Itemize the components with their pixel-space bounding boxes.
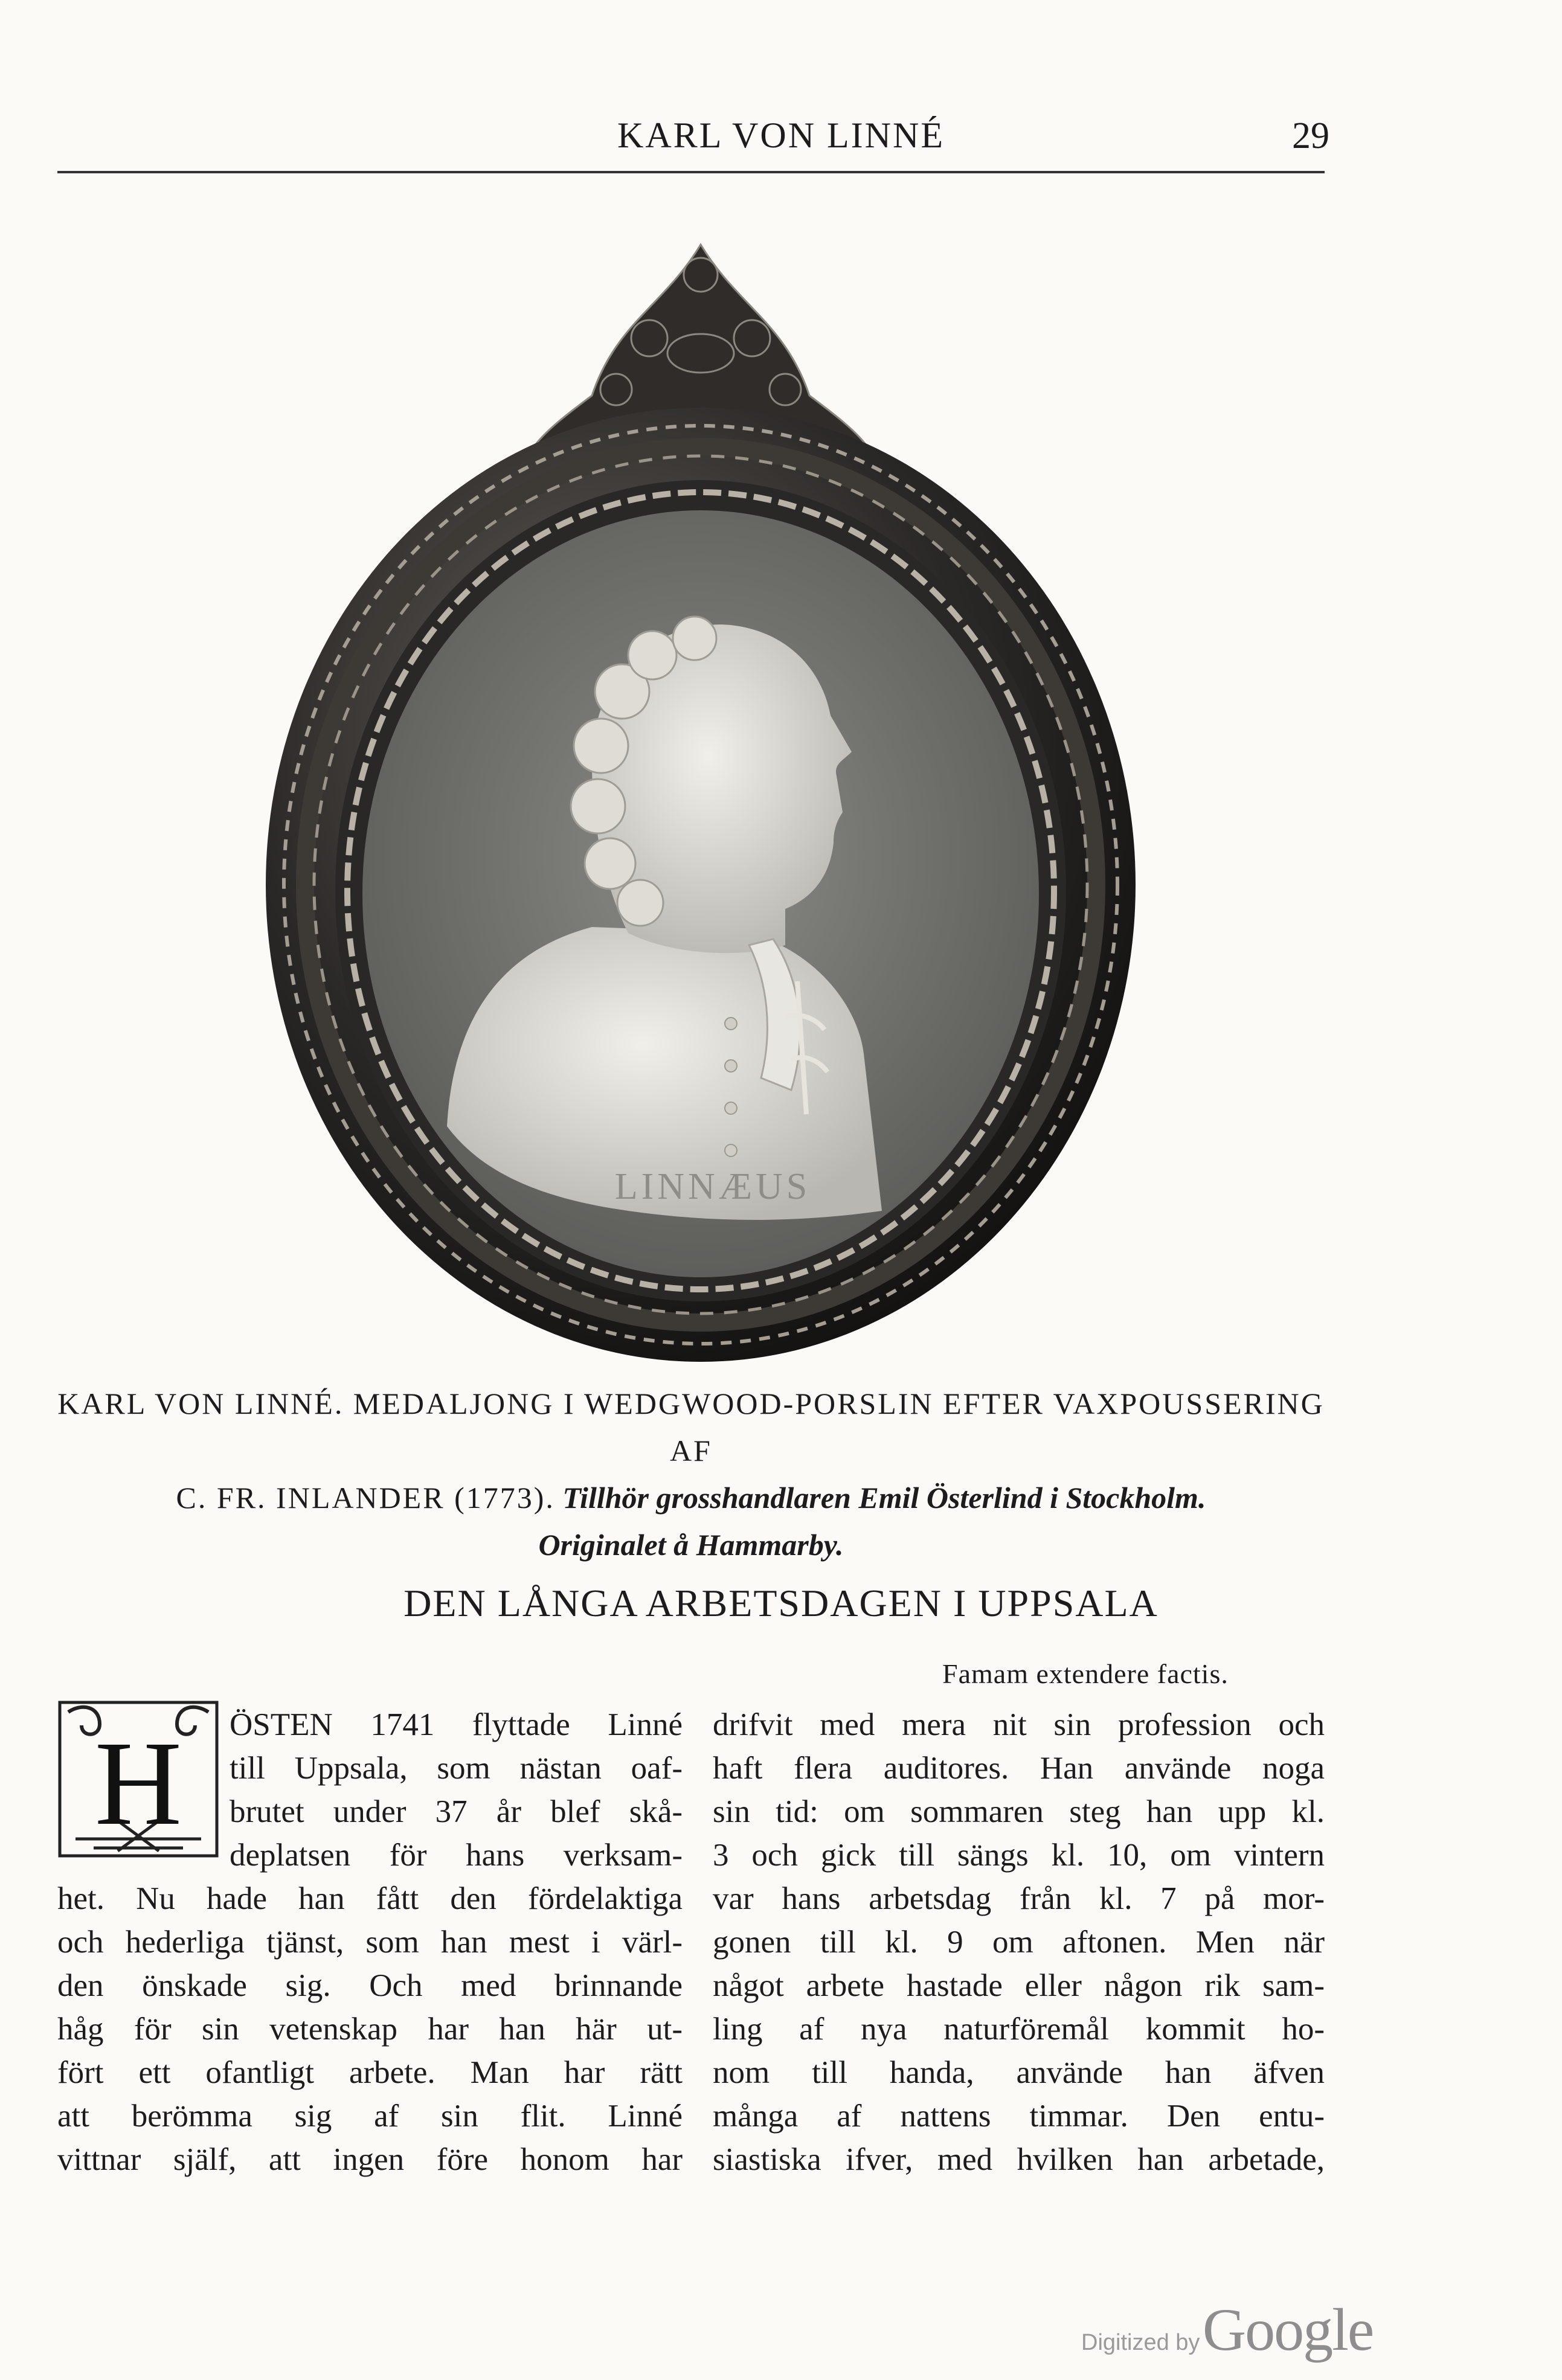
text-line: drifvit med mera nit sin profession och: [713, 1707, 1325, 1742]
figure-caption: [57, 1380, 1325, 1568]
text-line: och hederliga tjänst, som han mest i värl-: [57, 1925, 683, 1960]
text-line: siastiska ifver, med hvilken han arbetade,: [713, 2142, 1325, 2177]
watermark-prefix: Digitized by: [1081, 2330, 1200, 2355]
google-logo: Google: [1202, 2296, 1374, 2363]
medallion-portrait-image: [254, 233, 1148, 1368]
text-line: fört ett ofantligt arbete. Man har rätt: [57, 2055, 683, 2090]
drop-cap-letter: H: [94, 1717, 182, 1850]
text-line: deplatsen för hans verksam-: [230, 1838, 683, 1873]
text-line: 3 och gick till sängs kl. 10, om vintern: [713, 1838, 1325, 1873]
caption-line-3: Originalet å Hammarby.: [538, 1528, 844, 1562]
caption-owner: Tillhör grosshandlaren Emil Österlind i Stockholm.: [562, 1481, 1206, 1515]
text-line: var hans arbetsdag från kl. 7 på mor-: [713, 1881, 1325, 1916]
caption-line-2: [57, 1474, 1325, 1521]
text-line: ÖSTEN 1741 flyttade Linné: [230, 1707, 683, 1742]
text-line: ling af nya naturföremål kommit ho-: [713, 2012, 1325, 2047]
running-head: KARL VON LINNÉ: [617, 115, 945, 155]
text-line: brutet under 37 år blef skå-: [230, 1794, 683, 1829]
left-column: [57, 1703, 683, 2181]
text-line: många af nattens timmar. Den entu-: [713, 2099, 1325, 2134]
caption-credit: C. FR. INLANDER (1773).: [176, 1481, 555, 1515]
section-title: DEN LÅNGA ARBETSDAGEN I UPPSALA: [403, 1582, 1159, 1625]
epigraph: Famam extendere factis.: [942, 1658, 1229, 1689]
page-number: 29: [1292, 115, 1329, 156]
text-line: sin tid: om sommaren steg han upp kl.: [713, 1794, 1325, 1829]
text-line: vittnar själf, att ingen före honom har: [57, 2142, 683, 2177]
text-line: haft flera auditores. Han använde noga: [713, 1751, 1325, 1786]
text-line: het. Nu hade han fått den fördelaktiga: [57, 1881, 683, 1916]
text-line: gonen till kl. 9 om aftonen. Men när: [713, 1925, 1325, 1960]
text-line: något arbete hastade eller någon rik sam-: [713, 1968, 1325, 2003]
medallion-inscription: LINNÆUS: [614, 1166, 811, 1207]
digitized-watermark: [1081, 2295, 1373, 2364]
text-line: nom till handa, använde han äfven: [713, 2055, 1325, 2090]
caption-line-1: KARL VON LINNÉ. MEDALJONG I WEDGWOOD-PORSLIN EFTER VAXPOUSSERING AF: [57, 1387, 1325, 1467]
header-rule: [57, 171, 1325, 173]
text-line: den önskade sig. Och med brinnande: [57, 1968, 683, 2003]
text-line: till Uppsala, som nästan oaf-: [230, 1751, 683, 1786]
text-line: att berömma sig af sin flit. Linné: [57, 2099, 683, 2134]
text-line: håg för sin vetenskap har han här ut-: [57, 2012, 683, 2047]
right-column: [713, 1703, 1325, 2181]
